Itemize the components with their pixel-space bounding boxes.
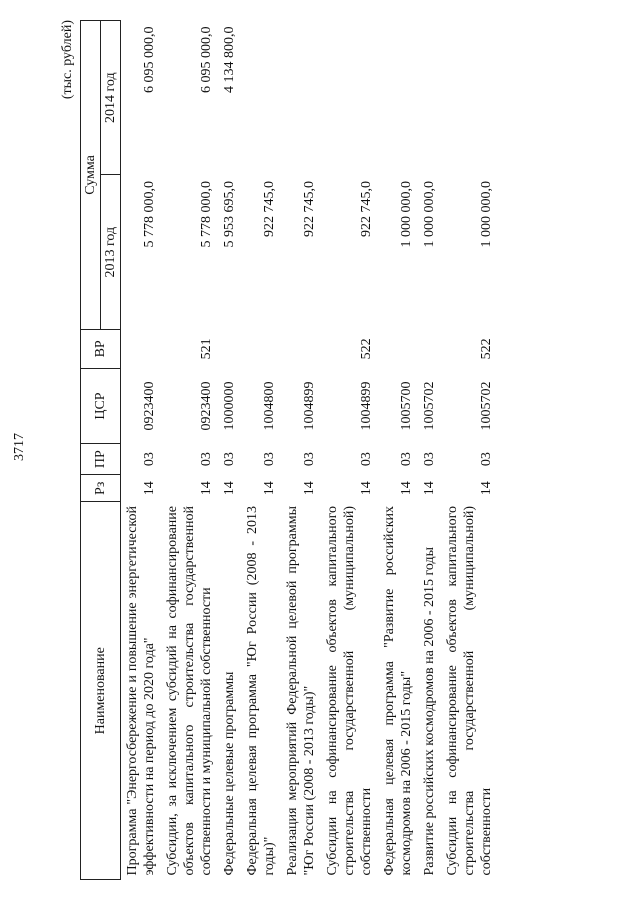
row-amount-2013: 1 000 000,0 (479, 180, 494, 248)
row-name: Федеральные целевые программы (222, 671, 237, 876)
row-csr: 1005702 (422, 381, 437, 431)
row-amount-2014 (378, 21, 418, 175)
row-vr (121, 329, 162, 368)
row-amount-2014: 6 095 000,0 (142, 26, 157, 93)
table-row (441, 21, 498, 880)
row-amount-2013: 5 953 695,0 (222, 180, 237, 248)
table-body (121, 21, 499, 880)
row-rz: 14 (399, 481, 414, 496)
row-amount-2014 (241, 21, 281, 175)
row-vr (281, 329, 321, 368)
row-csr: 1005702 (479, 381, 494, 431)
table-row (378, 21, 418, 880)
header-csr: ЦСР (81, 368, 121, 444)
rotated-page-content (60, 20, 620, 880)
header-pr: ПР (81, 444, 121, 475)
row-pr: 03 (479, 452, 494, 467)
row-amount-2013: 922 745,0 (262, 180, 277, 237)
row-pr: 03 (222, 452, 237, 467)
row-csr: 1004899 (359, 381, 374, 431)
row-name: Субсидии на софинансирование объектов капитального строительства государственной (муниципальной) собственности (325, 506, 374, 876)
row-amount-2014 (281, 21, 321, 175)
row-pr: 03 (399, 452, 414, 467)
table-row (321, 21, 378, 880)
row-pr: 03 (359, 452, 374, 467)
header-2013: 2013 год (101, 175, 121, 329)
header-sum: Сумма (81, 21, 101, 330)
table-row (121, 21, 162, 880)
row-name: Развитие российских космодромов на 2006 - 2015 годы (422, 546, 437, 876)
row-vr (418, 329, 441, 368)
row-csr: 1005700 (399, 381, 414, 431)
table-row (218, 21, 241, 880)
row-amount-2014 (418, 21, 441, 175)
row-csr: 1004899 (302, 381, 317, 431)
row-amount-2013: 5 778 000,0 (199, 180, 214, 248)
row-name: Реализация мероприятий Федеральной целевой программы "Юг России (2008 - 2013 годы)" (285, 506, 317, 876)
row-vr: 522 (479, 338, 494, 360)
header-rz: Рз (81, 475, 121, 502)
page-number: 3717 (12, 433, 27, 461)
row-rz: 14 (302, 481, 317, 496)
row-amount-2014: 4 134 800,0 (222, 26, 237, 93)
header-name: Наименование (81, 502, 121, 880)
table-header (81, 21, 121, 880)
units-note: (тыс. рублей) (60, 20, 75, 100)
row-vr (218, 329, 241, 368)
table-row (418, 21, 441, 880)
row-amount-2013: 1 000 000,0 (422, 180, 437, 248)
row-amount-2014 (321, 21, 378, 175)
row-pr: 03 (422, 452, 437, 467)
row-csr: 1004800 (262, 381, 277, 431)
row-pr: 03 (262, 452, 277, 467)
row-rz: 14 (359, 481, 374, 496)
row-name: Субсидии, за исключением субсидий на софинансирование объектов капитального строительства государственной собственности и муниципальной собственности (165, 506, 214, 876)
row-pr: 03 (302, 452, 317, 467)
row-vr: 521 (199, 338, 214, 360)
row-rz: 14 (262, 481, 277, 496)
row-name: Федеральная целевая программа "Юг России (2008 - 2013 годы)" (245, 506, 277, 876)
row-csr: 1000000 (222, 381, 237, 431)
budget-table (80, 20, 498, 880)
row-csr: 0923400 (142, 381, 157, 431)
row-rz: 14 (422, 481, 437, 496)
row-amount-2013: 5 778 000,0 (142, 180, 157, 248)
row-amount-2014: 6 095 000,0 (199, 26, 214, 93)
row-name: Программа "Энергосбережение и повышение энергетической эффективности на период до 2020 года" (125, 506, 157, 876)
header-vr: ВР (81, 329, 121, 368)
row-amount-2013: 922 745,0 (359, 180, 374, 237)
row-amount-2013: 922 745,0 (302, 180, 317, 237)
row-csr: 0923400 (199, 381, 214, 431)
row-name: Федеральная целевая программа "Развитие российских космодромов на 2006 - 2015 годы" (382, 506, 414, 876)
table-row (281, 21, 321, 880)
row-rz: 14 (199, 481, 214, 496)
row-amount-2013: 1 000 000,0 (399, 180, 414, 248)
row-rz: 14 (479, 481, 494, 496)
row-pr: 03 (142, 452, 157, 467)
table-row (241, 21, 281, 880)
row-amount-2014 (441, 21, 498, 175)
row-name: Субсидии на софинансирование объектов капитального строительства государственной (муниципальной) собственности (445, 506, 494, 876)
row-vr: 522 (359, 338, 374, 360)
row-rz: 14 (142, 481, 157, 496)
row-pr: 03 (199, 452, 214, 467)
table-row (161, 21, 218, 880)
row-vr (241, 329, 281, 368)
row-vr (378, 329, 418, 368)
row-rz: 14 (222, 481, 237, 496)
header-2014: 2014 год (101, 21, 121, 175)
